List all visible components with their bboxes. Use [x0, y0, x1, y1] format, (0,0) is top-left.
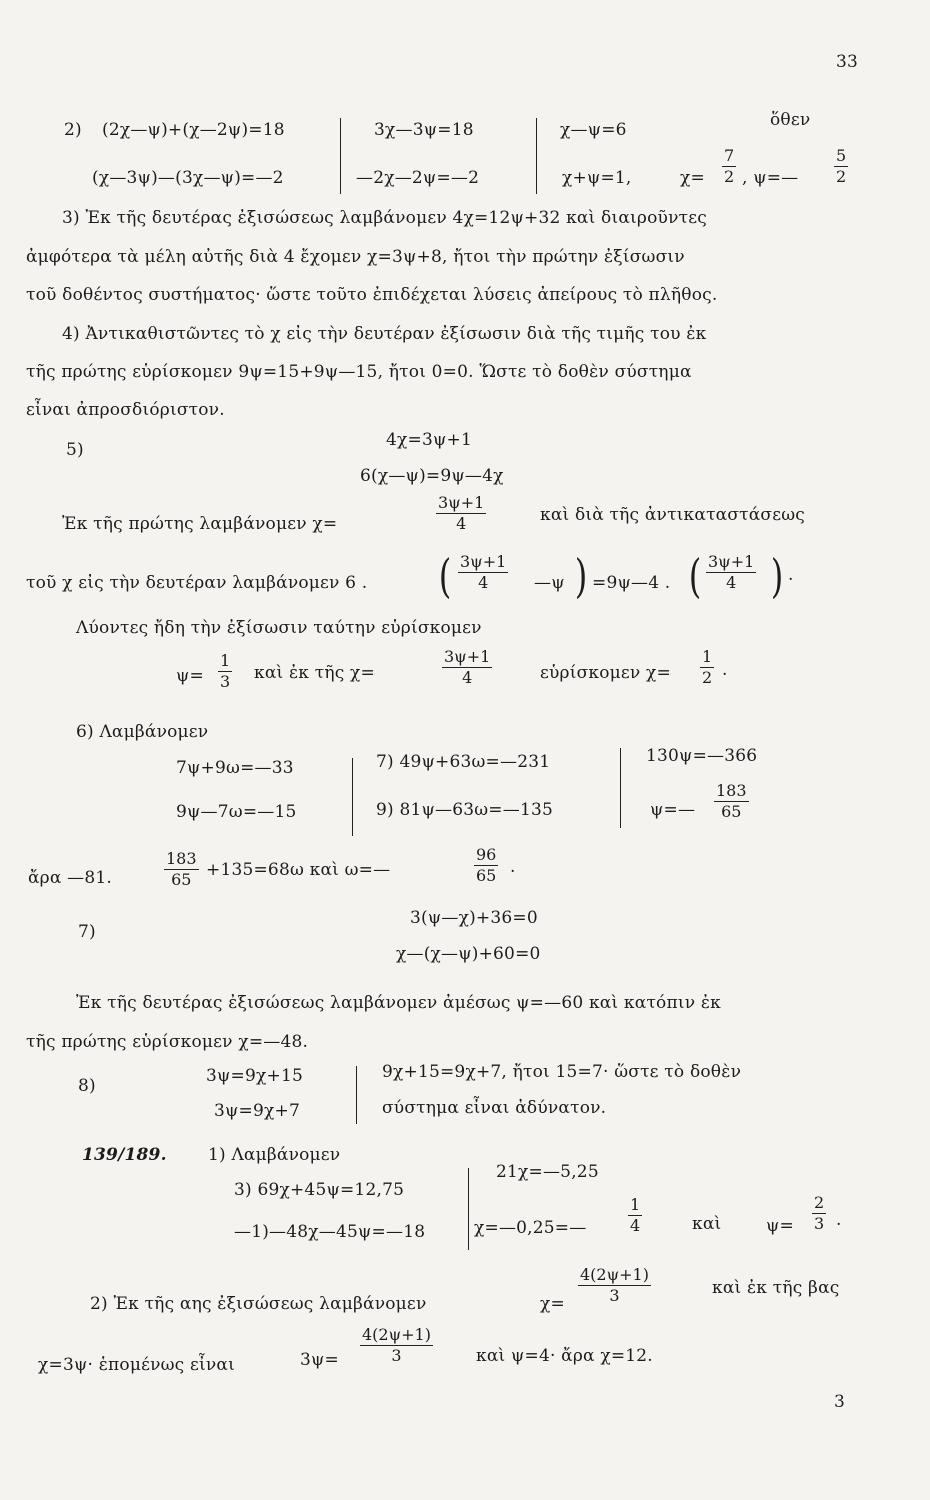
problem-frac-1	[628, 1196, 642, 1235]
part2-text-2a: χ=3ψ· ἑπομένως εἶναι	[38, 1355, 235, 1375]
s5-frac-2-den: 4	[478, 573, 489, 592]
s2-right-eq1: χ—ψ=6	[560, 120, 627, 140]
s2-right-eq2: χ+ψ=1,	[562, 168, 632, 188]
problem-right-end: .	[836, 1210, 842, 1230]
s5-frac-4-num: 1	[220, 651, 231, 670]
part2-frac-1-num: 4(2ψ+1)	[580, 1265, 649, 1284]
problem-left-eq2: —1)—48χ—45ψ=—18	[234, 1222, 426, 1242]
s5-label: 5)	[66, 440, 84, 460]
s5-frac-5-den: 4	[462, 668, 473, 687]
s5-text-2end: .	[788, 565, 794, 585]
s5-frac-4-den: 3	[220, 672, 231, 691]
s5-text-2mid: —ψ	[534, 573, 565, 593]
s5-frac-4	[218, 652, 232, 691]
s5-frac-3-num: 3ψ+1	[708, 552, 755, 571]
part2-frac-1	[578, 1266, 651, 1305]
problem-heading: 1) Λαμβάνομεν	[208, 1145, 341, 1165]
s8-eq1: 3ψ=9χ+15	[206, 1066, 303, 1086]
s5-frac-3	[706, 553, 756, 592]
part2-text-2c: καὶ ψ=4· ἄρα χ=12.	[476, 1346, 653, 1366]
p4-line-1: 4) Ἀντικαθιστῶντες τὸ χ εἰς τὴν δευτέραν ἐξίσωσιν διὰ τῆς τιμῆς του ἐκ	[62, 324, 707, 344]
s6-col3-num: 183	[716, 781, 747, 800]
s6-result-frac-2	[474, 846, 498, 885]
s7-label: 7)	[78, 922, 96, 942]
s5-frac-6	[700, 648, 714, 687]
problem-divider	[468, 1168, 469, 1250]
s2-psi-fraction	[834, 147, 848, 186]
s6-col1-eq1: 7ψ+9ω=—33	[176, 758, 294, 778]
problem-right-eq1: 21χ=—5,25	[496, 1162, 599, 1182]
s8-result-2: σύστημα εἶναι ἀδύνατον.	[382, 1098, 607, 1118]
problem-frac-1-den: 4	[630, 1216, 641, 1235]
p3-line-2: ἀμφότερα τὰ μέλη αὐτῆς διὰ 4 ἔχομεν χ=3ψ+8, ἤτοι τὴν πρώτην ἐξίσωσιν	[26, 247, 685, 267]
s2-chi-den: 2	[724, 167, 735, 186]
s6-result-frac-1-num: 183	[166, 849, 197, 868]
problem-frac-1-num: 1	[630, 1195, 641, 1214]
s6-result-frac-2-num: 96	[476, 845, 497, 864]
s6-col3-den: 65	[721, 802, 742, 821]
s6-col2-eq1: 7) 49ψ+63ω=—231	[376, 752, 551, 772]
s5-paren-close-2: )	[770, 549, 784, 603]
s5-frac-1-den: 4	[456, 514, 467, 533]
s5-frac-6-den: 2	[702, 668, 713, 687]
problem-number: 139/189.	[82, 1145, 167, 1165]
part2-text-2b: 3ψ=	[300, 1350, 339, 1370]
s5-frac-5-num: 3ψ+1	[444, 647, 491, 666]
part2-frac-1-den: 3	[609, 1286, 620, 1305]
s5-frac-1-num: 3ψ+1	[438, 493, 485, 512]
s5-frac-5	[442, 648, 492, 687]
p3-line-1: 3) Ἐκ τῆς δευτέρας ἐξισώσεως λαμβάνομεν 4χ=12ψ+32 καὶ διαιροῦντες	[62, 208, 707, 228]
s6-divider-2	[620, 748, 621, 828]
part2-text-1b: χ=	[540, 1294, 565, 1314]
s6-divider-1	[352, 758, 353, 836]
s6-col2-eq2: 9) 81ψ—63ω=—135	[376, 800, 554, 820]
s6-col1-eq2: 9ψ—7ω=—15	[176, 802, 297, 822]
s6-result-a: ἄρα —81.	[28, 868, 112, 888]
s5-text-2eq: =9ψ—4 .	[592, 573, 671, 593]
s2-psi-num: 5	[836, 146, 847, 165]
part2-frac-2-den: 3	[391, 1346, 402, 1365]
problem-right-psi: ψ=	[766, 1216, 794, 1236]
s8-eq2: 3ψ=9χ+7	[214, 1101, 300, 1121]
s5-frac-2	[458, 553, 508, 592]
s2-left-eq2: (χ—3ψ)—(3χ—ψ)=—2	[92, 168, 284, 188]
s2-left-eq1: (2χ—ψ)+(χ—2ψ)=18	[102, 120, 285, 140]
s6-col3-fraction	[714, 782, 749, 821]
s2-chi-label: χ=	[680, 168, 705, 188]
s5-frac-3-den: 4	[726, 573, 737, 592]
s6-result-frac-2-den: 65	[476, 866, 497, 885]
s7-text-1: Ἐκ τῆς δευτέρας ἐξισώσεως λαμβάνομεν ἀμέσως ψ=—60 καὶ κατόπιν ἐκ	[76, 993, 722, 1013]
problem-frac-2-num: 2	[814, 1193, 825, 1212]
s8-label: 8)	[78, 1076, 96, 1096]
s6-result-c: .	[510, 857, 516, 877]
s5-eq1: 4χ=3ψ+1	[386, 430, 472, 450]
s5-paren-open-2: (	[688, 549, 702, 603]
s5-text-2a: τοῦ χ εἰς τὴν δευτέραν λαμβάνομεν 6 .	[26, 573, 368, 593]
s5-paren-open-1: (	[438, 549, 452, 603]
part2-text-1c: καὶ ἐκ τῆς βας	[712, 1278, 840, 1298]
s5-frac-1	[436, 494, 486, 533]
s2-chi-fraction	[722, 147, 736, 186]
problem-right-eq2a: χ=—0,25=—	[474, 1218, 587, 1238]
s5-text-1a: Ἐκ τῆς πρώτης λαμβάνομεν χ=	[62, 514, 338, 534]
s2-mid-eq2: —2χ—2ψ=—2	[356, 168, 480, 188]
p4-line-2: τῆς πρώτης εὑρίσκομεν 9ψ=15+9ψ—15, ἤτοι 0=0. Ὥστε τὸ δοθὲν σύστημα	[26, 362, 692, 382]
s5-text-4b: καὶ ἐκ τῆς χ=	[254, 663, 375, 683]
s6-result-frac-1-den: 65	[171, 870, 192, 889]
p4-line-3: εἶναι ἀπροσδιόριστον.	[26, 400, 225, 420]
s5-text-4d: .	[722, 660, 728, 680]
s7-eq1: 3(ψ—χ)+36=0	[410, 908, 538, 928]
s5-paren-close-1: )	[574, 549, 588, 603]
part2-text-1a: 2) Ἐκ τῆς αης ἐξισώσεως λαμβάνομεν	[90, 1294, 427, 1314]
s5-text-4a: ψ=	[176, 666, 204, 686]
s2-psi-label: , ψ=—	[742, 168, 799, 188]
s5-text-4c: εὑρίσκομεν χ=	[540, 663, 672, 683]
s7-text-2: τῆς πρώτης εὑρίσκομεν χ=—48.	[26, 1032, 309, 1052]
s2-divider-2	[536, 118, 537, 194]
s2-mid-eq1: 3χ—3ψ=18	[374, 120, 474, 140]
problem-frac-2	[812, 1194, 826, 1233]
s6-col3-eq1: 130ψ=—366	[646, 746, 758, 766]
s2-chi-num: 7	[724, 146, 735, 165]
s2-psi-den: 2	[836, 167, 847, 186]
part2-frac-2	[360, 1326, 433, 1365]
part2-frac-2-num: 4(2ψ+1)	[362, 1325, 431, 1344]
s6-label: 6) Λαμβάνομεν	[76, 722, 209, 742]
s2-right-then: ὅθεν	[770, 110, 811, 130]
s8-result-1: 9χ+15=9χ+7, ἤτοι 15=7· ὥστε τὸ δοθὲν	[382, 1062, 742, 1082]
s6-result-b: +135=68ω καὶ ω=—	[206, 860, 391, 880]
s5-text-3: Λύοντες ἤδη τὴν ἐξίσωσιν ταύτην εὑρίσκομεν	[76, 618, 482, 638]
s8-divider	[356, 1066, 357, 1124]
s6-col3-eq2a: ψ=—	[650, 800, 696, 820]
s5-frac-2-num: 3ψ+1	[460, 552, 507, 571]
problem-frac-2-den: 3	[814, 1214, 825, 1233]
s5-text-1b: καὶ διὰ τῆς ἀντικαταστάσεως	[540, 505, 806, 525]
s7-eq2: χ—(χ—ψ)+60=0	[396, 944, 541, 964]
problem-left-eq1: 3) 69χ+45ψ=12,75	[234, 1180, 405, 1200]
s5-eq2: 6(χ—ψ)=9ψ—4χ	[360, 466, 504, 486]
page-number: 33	[836, 52, 859, 72]
signature-mark: 3	[834, 1392, 846, 1412]
s2-label: 2)	[64, 120, 82, 140]
p3-line-3: τοῦ δοθέντος συστήματος· ὥστε τοῦτο ἐπιδέχεται λύσεις ἀπείρους τὸ πλῆθος.	[26, 285, 718, 305]
problem-right-and: καὶ	[692, 1214, 722, 1234]
s2-divider-1	[340, 118, 341, 194]
s5-frac-6-num: 1	[702, 647, 713, 666]
s6-result-frac-1	[164, 850, 199, 889]
